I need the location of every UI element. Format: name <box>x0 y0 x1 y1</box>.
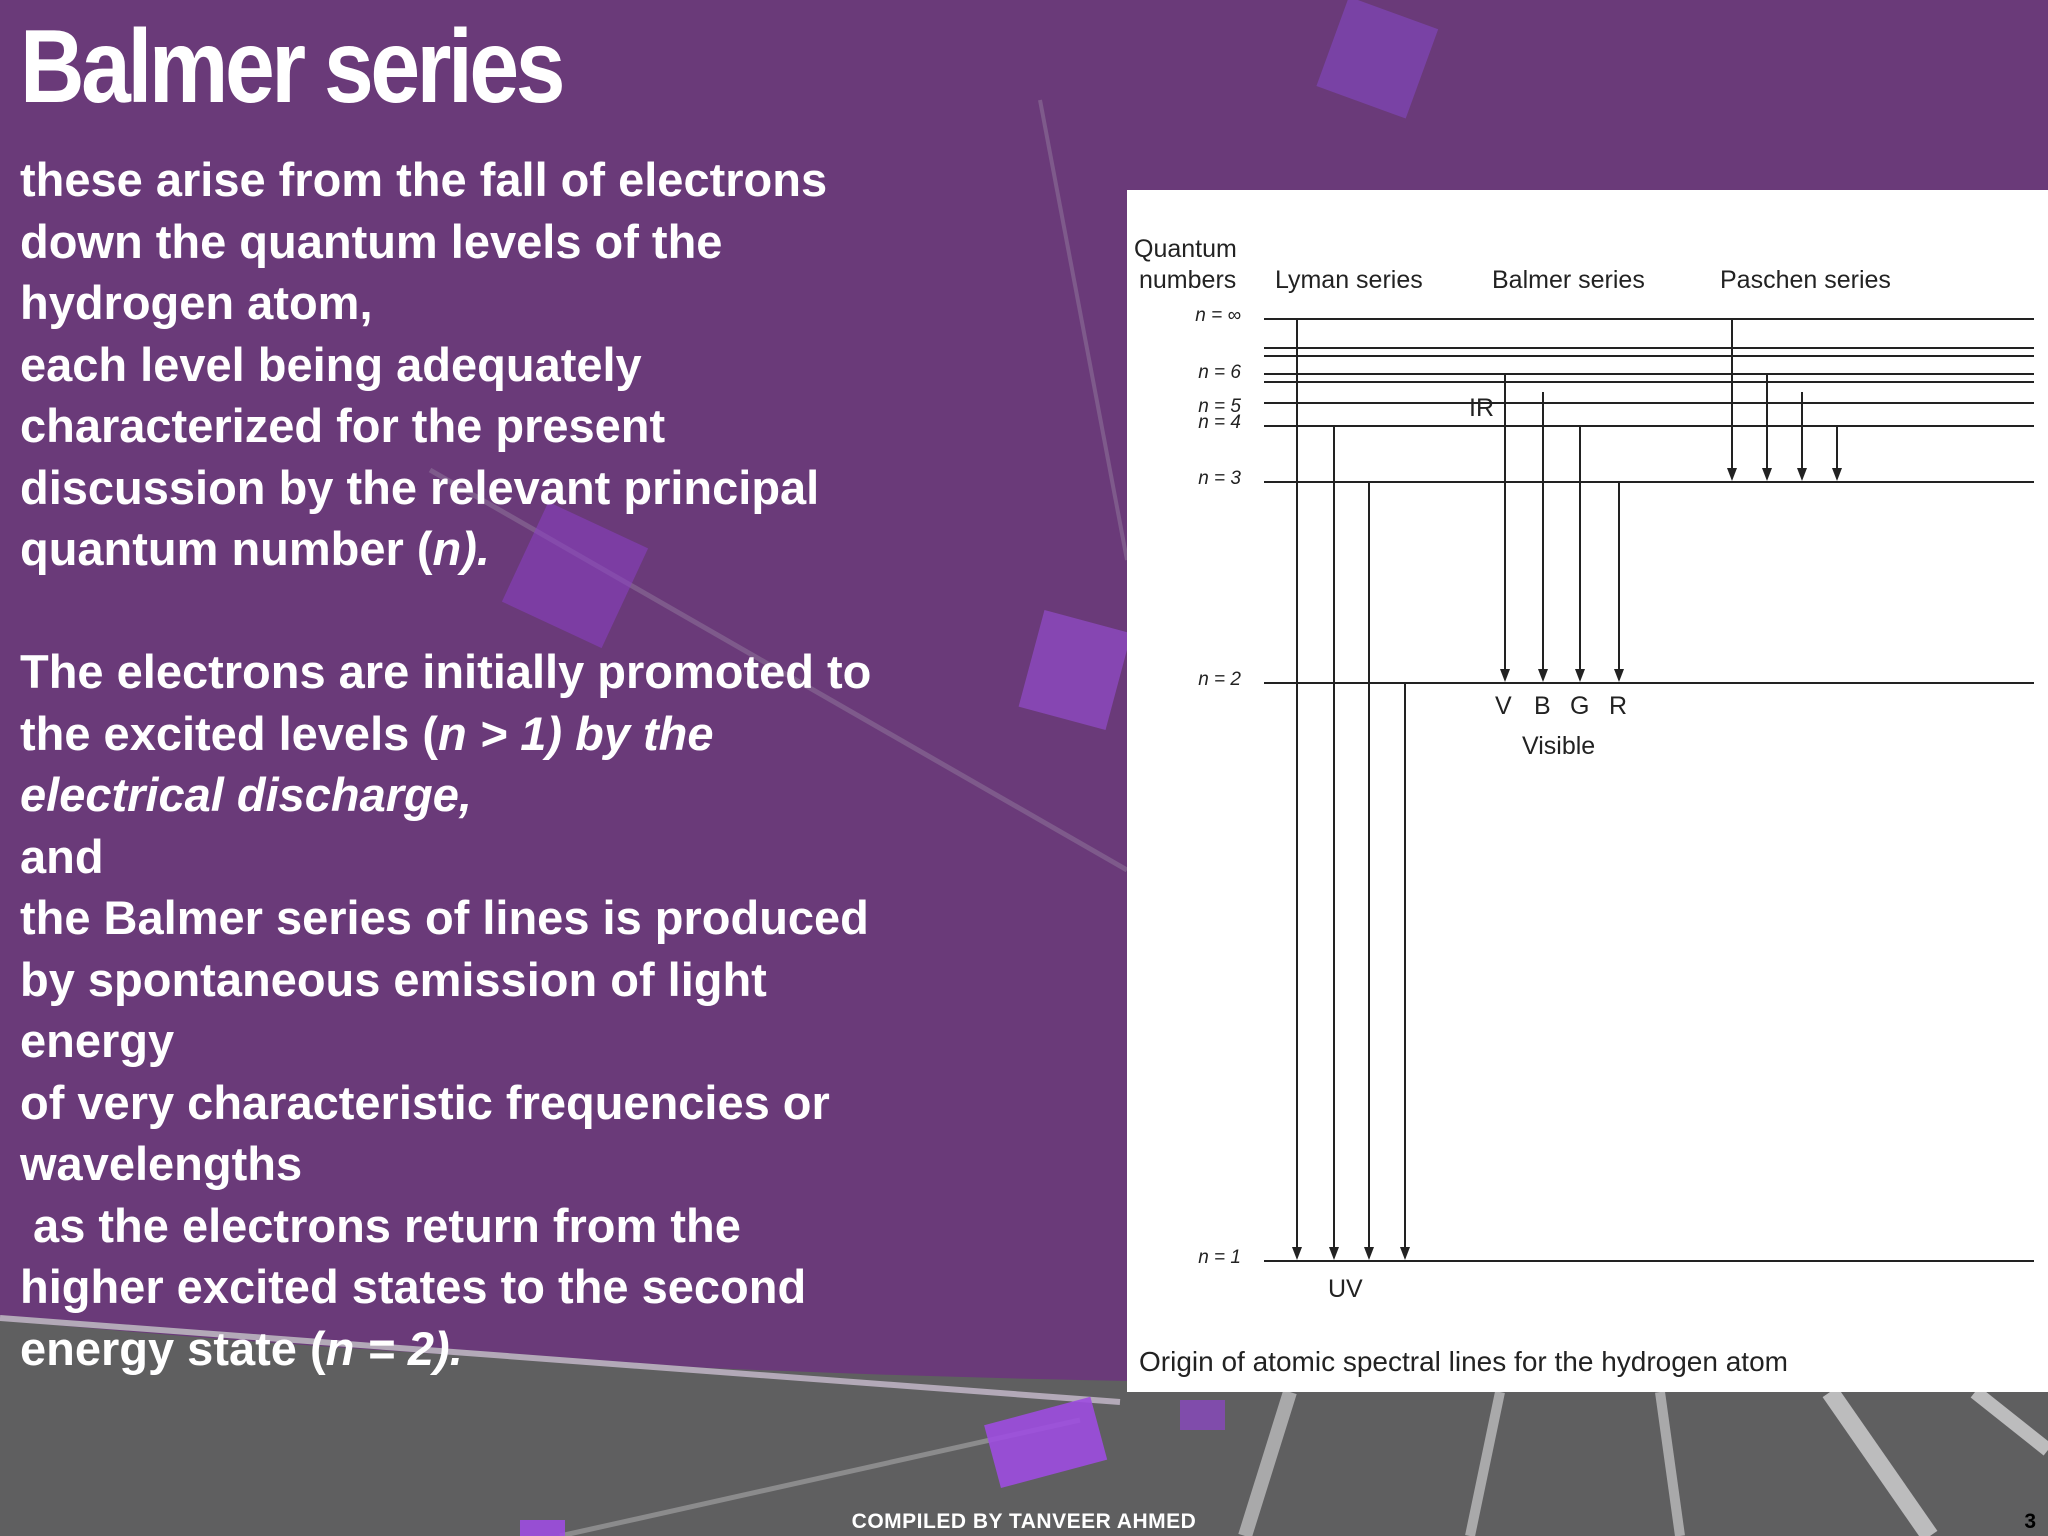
paschen-arrow-1 <box>1727 319 1737 481</box>
body-text-segment: these arise from the fall of electrons <box>20 153 828 206</box>
body-text-segment: quantum number ( <box>20 522 433 575</box>
body-text-line <box>20 149 1030 211</box>
body-text-line <box>20 887 1030 949</box>
body-text-segment: by spontaneous emission of light <box>20 952 767 1006</box>
energy-level-diagram <box>1127 190 2048 1392</box>
body-text-line <box>20 211 1030 273</box>
ir-label: IR <box>1469 394 1494 422</box>
visible-line-g: G <box>1570 692 1590 720</box>
body-text-line <box>20 272 1030 334</box>
body-text-segment: the Balmer series of lines is produced <box>20 891 869 944</box>
body-text-segment: n > 1) by the <box>437 706 714 760</box>
body-text-segment: wavelengths <box>20 1137 303 1190</box>
lyman-arrow-1 <box>1292 319 1302 1260</box>
body-text-line <box>20 1318 1030 1380</box>
level-label-4: n = 4 <box>1198 412 1241 433</box>
body-text-segment: The electrons are initially promoted to <box>20 645 872 698</box>
body-text-line <box>20 457 1030 519</box>
balmer-arrow-r <box>1614 482 1624 682</box>
paschen-arrow-4 <box>1832 426 1842 481</box>
body-text-segment: the excited levels ( <box>20 706 438 760</box>
visible-line-v: V <box>1495 692 1512 720</box>
body-text-segment: discussion by the relevant principal <box>20 460 820 514</box>
header-quantum-line2: numbers <box>1139 266 1237 294</box>
slide-title: Balmer series <box>20 9 563 125</box>
body-text-segment: energy state ( <box>20 1321 326 1375</box>
body-text-segment: energy <box>20 1014 175 1067</box>
level-label-inf: n = ∞ <box>1195 305 1241 326</box>
body-text-segment: n). <box>432 522 490 575</box>
body-text-segment: n = 2). <box>325 1321 463 1375</box>
level-label-3: n = 3 <box>1198 468 1241 489</box>
visible-label: Visible <box>1522 732 1596 760</box>
body-text-segment: electrical discharge, <box>20 768 472 821</box>
body-text-line <box>20 1010 1030 1072</box>
balmer-arrow-g <box>1575 426 1585 682</box>
body-text-line <box>20 1072 1030 1134</box>
body-text-line <box>20 1133 1030 1195</box>
body-text-line <box>20 764 1030 826</box>
body-text-segment: as the electrons return from the <box>20 1198 741 1252</box>
lyman-arrow-2 <box>1329 426 1339 1260</box>
balmer-arrow-b <box>1538 392 1548 682</box>
body-text-segment: characterized for the present <box>20 399 666 452</box>
level-label-2: n = 2 <box>1198 669 1241 690</box>
body-text-line <box>20 949 1030 1011</box>
visible-line-b: B <box>1534 692 1551 720</box>
body-text-line <box>20 395 1030 457</box>
visible-line-r: R <box>1609 692 1628 720</box>
body-text-segment: down the quantum levels of the <box>20 214 723 268</box>
body-text-line <box>20 641 1030 703</box>
uv-label: UV <box>1328 1275 1363 1303</box>
body-text-segment: higher excited states to the second <box>20 1260 807 1313</box>
level-label-6: n = 6 <box>1198 362 1241 383</box>
body-text-line <box>20 334 1030 396</box>
header-paschen-series: Paschen series <box>1720 266 1891 294</box>
paschen-arrow-2 <box>1762 374 1772 481</box>
body-text-segment: of very characteristic frequencies or <box>20 1075 830 1129</box>
header-lyman-series: Lyman series <box>1275 266 1423 294</box>
body-text-line <box>20 826 1030 888</box>
body-text-line <box>20 518 1030 580</box>
body-text-line <box>20 1195 1030 1257</box>
balmer-arrow-v <box>1500 374 1510 682</box>
body-text <box>20 149 1030 1379</box>
paschen-arrow-3 <box>1797 392 1807 481</box>
level-label-1: n = 1 <box>1198 1247 1241 1268</box>
paragraph-gap <box>20 580 1030 642</box>
diagram-caption: Origin of atomic spectral lines for the hydrogen atom <box>1139 1346 1788 1377</box>
footer-credit: COMPILED BY TANVEER AHMED <box>851 1510 1197 1533</box>
lyman-arrow-4 <box>1400 683 1410 1260</box>
lyman-arrow-3 <box>1364 482 1374 1260</box>
body-text-segment: hydrogen atom, <box>20 276 373 329</box>
header-quantum-line1: Quantum <box>1134 235 1237 263</box>
body-text-line <box>20 703 1030 765</box>
body-text-line <box>20 1256 1030 1318</box>
body-text-segment: and <box>20 829 104 883</box>
page-number: 3 <box>2024 1510 2036 1533</box>
header-balmer-series: Balmer series <box>1492 266 1645 294</box>
level-label-5: n = 5 <box>1198 396 1241 417</box>
body-text-segment: each level being adequately <box>20 337 642 391</box>
